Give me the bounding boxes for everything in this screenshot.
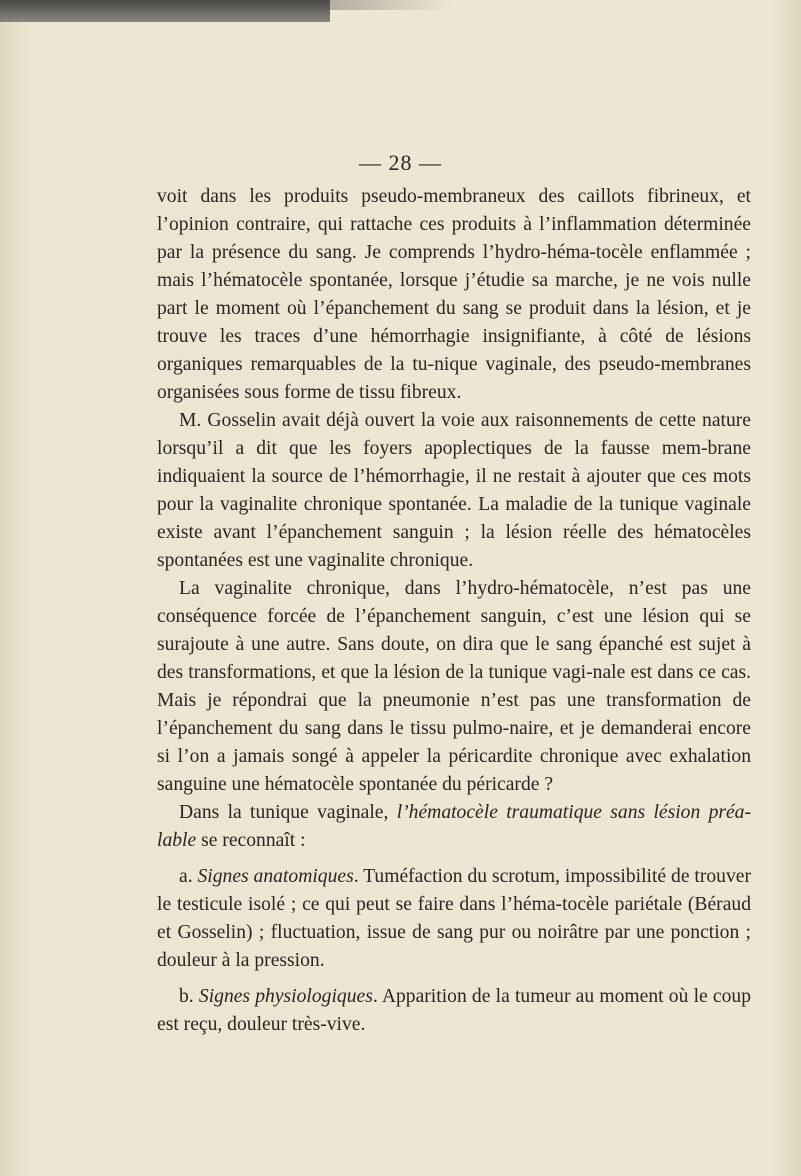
list-item-a-label: a. [179,866,198,887]
list-item-b-label: b. [179,986,199,1007]
list-item-a-text: . Tuméfaction du scrotum, impossibilité de trouver le testicule isolé ; ce qui peut se faire dans l’héma-tocèle pariétale (Béraud et Gosselin) ; fluctuation, issue de sang pur ou noirâtre par une ponction ; douleur à la pression. [157,866,751,971]
paragraph-2: M. Gosselin avait déjà ouvert la voie aux raisonnements de cette nature lorsqu’il a dit que les foyers apoplectiques de la fausse mem-brane indiquaient la source de l’hémorrhagie, il ne restait à ajouter que ces mots pour la vaginalite chronique spontanée. La maladie de la tunique vaginale existe avant l’épanchement sanguin ; la lésion réelle des hématocèles spontanées est une vaginalite chronique. [157,410,751,571]
paragraph-1: voit dans les produits pseudo-membraneux des caillots fibrineux, et l’opinion contraire, qui rattache ces produits à l’inflammation déterminée par la présence du sang. Je comprends l’hydro-héma-tocèle enflammée ; mais l’hématocèle spontanée, lorsque j’étudie sa marche, je ne vois nulle part le moment où l’épanchement du sang se produit dans la lésion, et je trouve les traces d’une hémorrhagie insignifiante, à côté de lésions organiques remarquables de la tu-nique vaginale, des pseudo-membranes organisées sous forme de tissu fibreux. [157,186,751,403]
paragraph-3: La vaginalite chronique, dans l’hydro-hématocèle, n’est pas une conséquence forcée de l’épanchement sanguin, c’est une lésion qui se surajoute à une autre. Sans doute, on dira que le sang épanché est sujet à des transformations, et que la lésion de la tunique vagi-nale est dans ce cas. Mais je répondrai que la pneumonie n’est pas une transformation de l’épanchement du sang dans le tissu pulmo-naire, et je demanderai encore si l’on a jamais songé à appeler la péricardite chronique avec exhalation sanguine une hématocèle spontanée du péricarde ? [157,578,751,795]
page-number: — 28 — [359,150,442,175]
list-item-b [157,983,751,1039]
paragraph-4 [157,799,751,855]
paragraph-4-italic: l’hématocèle traumatique sans lésion préa-lable [157,802,752,851]
list-item-a [157,863,751,975]
paragraph-4-end: se reconnaît : [196,830,306,851]
list-item-b-title: Signes physiologiques [198,986,373,1007]
list-item-b-text: . Apparition de la tumeur au moment où le coup est reçu, douleur très-vive. [157,986,752,1035]
scan-edge-band [0,0,330,22]
body-text [157,183,751,1039]
list-item-a-title: Signes anatomiques [197,866,354,887]
paragraph-4-start: Dans la tunique vaginale, [179,802,397,823]
scan-edge-fade [330,0,450,10]
